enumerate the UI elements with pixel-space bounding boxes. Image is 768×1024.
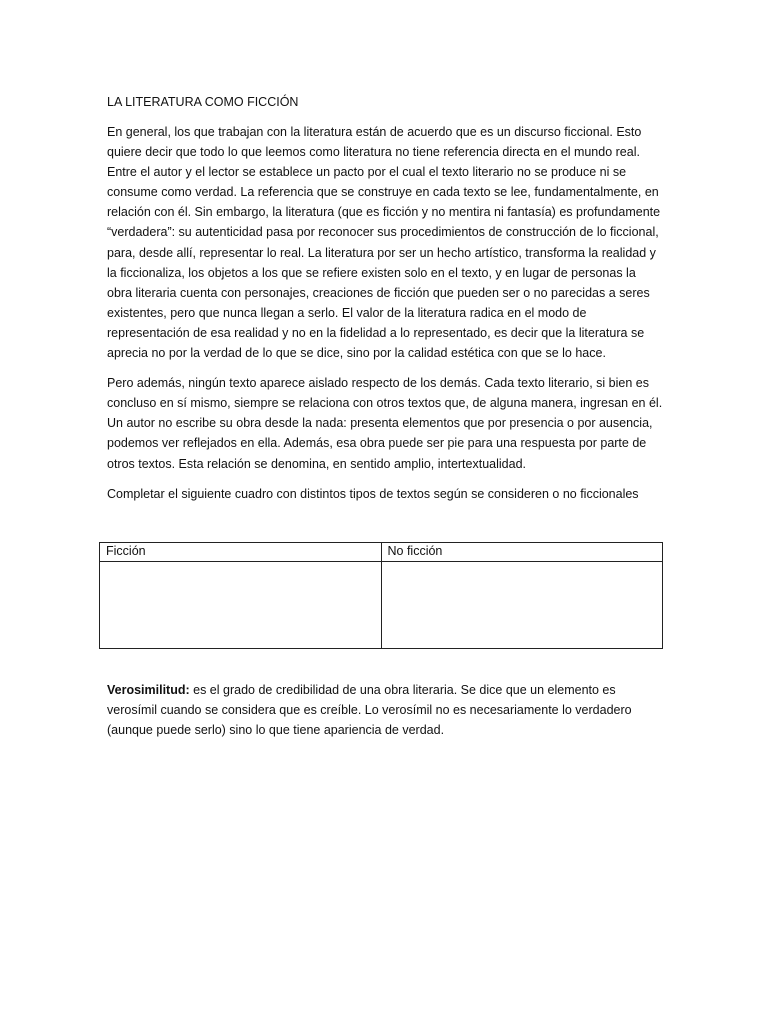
- paragraph-intertextuality: Pero además, ningún texto aparece aislado respecto de los demás. Cada texto literario, si bien es concluso en sí mismo, siempre se relaciona con otros textos que, de alguna manera, ingresan en él. Un autor no escribe su obra desde la nada: presenta elementos que por presencia o por ausencia, podemos ver reflejados en ella. Además, esa obra puede ser pie para una respuesta por parte de otros textos. Esta relación se denomina, en sentido amplio, intertextualidad.: [107, 376, 663, 471]
- document-title: LA LITERATURA COMO FICCIÓN: [107, 95, 299, 109]
- document-body: [107, 92, 663, 518]
- definition-verosimilitud: [107, 680, 663, 740]
- table-row: [100, 562, 663, 649]
- classification-table-container: [99, 542, 663, 649]
- header-ficcion: Ficción: [100, 543, 382, 562]
- table-header-row: [100, 543, 663, 562]
- header-no-ficcion: No ficción: [381, 543, 663, 562]
- cell-ficcion-empty[interactable]: [100, 562, 382, 649]
- paragraph-fiction: En general, los que trabajan con la literatura están de acuerdo que es un discurso ficcional. Esto quiere decir que todo lo que leemos como literatura no tiene referencia directa en el mundo real. Entre el autor y el lector se establece un pacto por el cual el texto literario no se produce ni se consume como verdad. La referencia que se construye en cada texto se lee, fundamentalmente, en relación con él. Sin embargo, la literatura (que es ficción y no mentira ni fantasía) es profundamente “verdadera”: su autenticidad pasa por reconocer sus procedimientos de construcción de lo ficcional, para, desde allí, representar lo real. La literatura por ser un hecho artístico, transforma la realidad y la ficcionaliza, los objetos a los que se refiere existen solo en el texto, y en lugar de personas la obra literaria cuenta con personajes, creaciones de ficción que pueden ser o no parecidas a seres existentes, pero que nunca llegan a serlo. El valor de la literatura radica en el modo de representación de esa realidad y no en la fidelidad a lo representado, es decir que la literatura se aprecia no por la verdad de lo que se dice, sino por la calidad estética con que se lo hace.: [107, 125, 661, 361]
- instruction-text: Completar el siguiente cuadro con distintos tipos de textos según se consideren o no ficcionales: [107, 486, 639, 501]
- cell-no-ficcion-empty[interactable]: [381, 562, 663, 649]
- definition-text: es el grado de credibilidad de una obra literaria. Se dice que un elemento es verosímil cuando se considera que es creíble. Lo verosímil no es necesariamente lo verdadero (aunque puede serlo) sino lo que tiene apariencia de verdad.: [107, 683, 632, 738]
- definition-term: Verosimilitud:: [107, 683, 190, 697]
- classification-table: [99, 542, 663, 649]
